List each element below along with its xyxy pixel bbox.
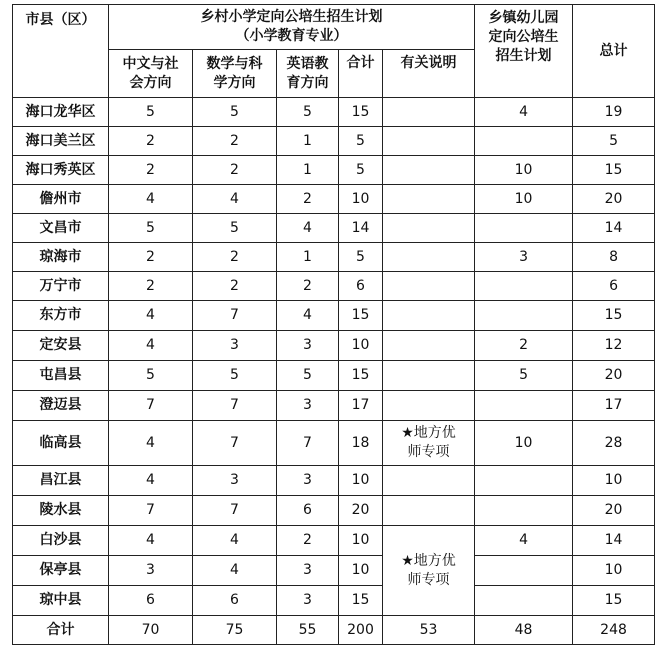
english-cell: 3 (277, 466, 339, 496)
english-cell: 3 (277, 586, 339, 616)
total-cell: 10 (573, 466, 655, 496)
county-cell: 东方市 (13, 301, 109, 331)
english-cell: 1 (277, 127, 339, 156)
note-cell (383, 421, 475, 466)
total-cell: 17 (573, 391, 655, 421)
subtotal-cell: 10 (339, 466, 383, 496)
total-cell: 15 (573, 301, 655, 331)
english-header-line1: 英语教 (286, 55, 329, 72)
subtotal-header (339, 50, 383, 98)
math-cell: 4 (193, 526, 277, 556)
county-cell: 文昌市 (13, 214, 109, 243)
math-cell: 7 (193, 301, 277, 331)
subtotal-cell: 10 (339, 556, 383, 586)
chinese-cell: 4 (109, 301, 193, 331)
subtotal-cell: 20 (339, 496, 383, 526)
kindergarten-cell: 3 (475, 243, 573, 272)
kindergarten-cell: 5 (475, 361, 573, 391)
math-cell: 5 (193, 361, 277, 391)
county-header-label: 市县（区） (25, 12, 96, 28)
chinese-header (109, 50, 193, 98)
totals-row (13, 616, 655, 645)
rural-primary-title: 乡村小学定向公培生招生计划 (200, 9, 383, 25)
subtotal-cell: 17 (339, 391, 383, 421)
kindergarten-cell: 4 (475, 98, 573, 127)
chinese-cell: 5 (109, 361, 193, 391)
kindergarten-cell (475, 586, 573, 616)
county-header (13, 5, 109, 98)
kindergarten-cell (475, 391, 573, 421)
totals-note: 53 (383, 616, 475, 645)
chinese-cell: 2 (109, 127, 193, 156)
chinese-header-line2: 会方向 (129, 74, 172, 91)
subtotal-cell: 5 (339, 243, 383, 272)
totals-subtotal: 200 (339, 616, 383, 645)
math-cell: 5 (193, 214, 277, 243)
note-cell (383, 156, 475, 185)
table-row (13, 421, 655, 466)
english-cell: 4 (277, 214, 339, 243)
math-cell: 2 (193, 272, 277, 301)
county-cell: 海口龙华区 (13, 98, 109, 127)
subtotal-cell: 15 (339, 361, 383, 391)
kindergarten-cell (475, 214, 573, 243)
math-header (193, 50, 277, 98)
english-header (277, 50, 339, 98)
totals-total: 248 (573, 616, 655, 645)
subtotal-cell: 5 (339, 127, 383, 156)
english-cell: 4 (277, 301, 339, 331)
english-cell: 3 (277, 391, 339, 421)
subtotal-cell: 10 (339, 526, 383, 556)
note-cell (383, 361, 475, 391)
table-row (13, 243, 655, 272)
table-row (13, 361, 655, 391)
chinese-cell: 4 (109, 466, 193, 496)
math-cell: 7 (193, 496, 277, 526)
county-cell: 澄迈县 (13, 391, 109, 421)
math-cell: 2 (193, 156, 277, 185)
kindergarten-header-line1: 乡镇幼儿园 (488, 10, 559, 26)
chinese-cell: 7 (109, 391, 193, 421)
note-cell (383, 331, 475, 361)
math-cell: 7 (193, 391, 277, 421)
kindergarten-cell: 10 (475, 185, 573, 214)
math-cell: 2 (193, 243, 277, 272)
math-header-line2: 学方向 (213, 74, 256, 91)
note-line: ★地方优 (401, 552, 456, 569)
note-cell (383, 98, 475, 127)
math-cell: 4 (193, 556, 277, 586)
subtotal-cell: 15 (339, 586, 383, 616)
county-cell: 海口秀英区 (13, 156, 109, 185)
english-cell: 5 (277, 361, 339, 391)
total-cell: 5 (573, 127, 655, 156)
kindergarten-header-line2: 定向公培生 (488, 29, 559, 45)
table-row (13, 586, 655, 616)
chinese-cell: 4 (109, 331, 193, 361)
table-row (13, 185, 655, 214)
county-cell: 万宁市 (13, 272, 109, 301)
note-cell (383, 185, 475, 214)
county-cell: 白沙县 (13, 526, 109, 556)
kindergarten-cell (475, 556, 573, 586)
subtotal-header-label: 合计 (346, 55, 375, 71)
total-header (573, 5, 655, 98)
total-cell: 20 (573, 185, 655, 214)
kindergarten-header (475, 5, 573, 98)
chinese-cell: 4 (109, 421, 193, 466)
english-cell: 2 (277, 272, 339, 301)
note-cell (383, 272, 475, 301)
county-cell: 临高县 (13, 421, 109, 466)
rural-primary-header (109, 5, 475, 50)
data-rows (13, 98, 655, 616)
subtotal-cell: 10 (339, 331, 383, 361)
english-cell: 2 (277, 185, 339, 214)
subtotal-cell: 5 (339, 156, 383, 185)
total-cell: 15 (573, 156, 655, 185)
table-row (13, 301, 655, 331)
total-cell: 8 (573, 243, 655, 272)
subtotal-cell: 6 (339, 272, 383, 301)
kindergarten-cell (475, 466, 573, 496)
note-cell (383, 214, 475, 243)
chinese-cell: 4 (109, 185, 193, 214)
table-row (13, 556, 655, 586)
math-cell: 5 (193, 98, 277, 127)
math-cell: 4 (193, 185, 277, 214)
chinese-cell: 5 (109, 98, 193, 127)
math-header-line1: 数学与科 (206, 55, 263, 72)
math-cell: 6 (193, 586, 277, 616)
enrollment-plan-table (12, 4, 655, 645)
county-cell: 陵水县 (13, 496, 109, 526)
chinese-header-line1: 中文与社 (122, 55, 179, 72)
total-cell: 12 (573, 331, 655, 361)
total-cell: 14 (573, 214, 655, 243)
english-cell: 3 (277, 331, 339, 361)
note-line: 师专项 (407, 444, 450, 460)
county-cell: 琼中县 (13, 586, 109, 616)
math-cell: 7 (193, 421, 277, 466)
totals-label: 合计 (13, 616, 109, 645)
total-cell: 14 (573, 526, 655, 556)
table-row (13, 272, 655, 301)
subtotal-cell: 10 (339, 185, 383, 214)
english-header-line2: 育方向 (286, 74, 329, 91)
note-cell (383, 391, 475, 421)
note-cell (383, 466, 475, 496)
totals-math: 75 (193, 616, 277, 645)
kindergarten-cell: 4 (475, 526, 573, 556)
county-cell: 昌江县 (13, 466, 109, 496)
totals-chinese: 70 (109, 616, 193, 645)
math-cell: 3 (193, 331, 277, 361)
math-cell: 2 (193, 127, 277, 156)
english-cell: 1 (277, 156, 339, 185)
county-cell: 保亭县 (13, 556, 109, 586)
english-cell: 6 (277, 496, 339, 526)
note-cell (383, 127, 475, 156)
kindergarten-cell: 2 (475, 331, 573, 361)
county-cell: 琼海市 (13, 243, 109, 272)
kindergarten-cell: 10 (475, 421, 573, 466)
total-cell: 10 (573, 556, 655, 586)
subtotal-cell: 15 (339, 98, 383, 127)
kindergarten-header-line3: 招生计划 (495, 48, 552, 64)
kindergarten-cell (475, 272, 573, 301)
total-header-label: 总计 (599, 42, 628, 59)
chinese-cell: 2 (109, 156, 193, 185)
chinese-cell: 2 (109, 243, 193, 272)
table-row (13, 331, 655, 361)
english-cell: 3 (277, 556, 339, 586)
total-cell: 19 (573, 98, 655, 127)
total-cell: 20 (573, 361, 655, 391)
table-row (13, 127, 655, 156)
subtotal-cell: 15 (339, 301, 383, 331)
table-row (13, 526, 655, 556)
totals-english: 55 (277, 616, 339, 645)
note-line: 师专项 (407, 571, 450, 588)
kindergarten-cell (475, 301, 573, 331)
county-cell: 定安县 (13, 331, 109, 361)
english-cell: 1 (277, 243, 339, 272)
county-cell: 儋州市 (13, 185, 109, 214)
english-cell: 7 (277, 421, 339, 466)
english-cell: 2 (277, 526, 339, 556)
header-row-1 (13, 5, 655, 50)
table-row (13, 214, 655, 243)
table-row (13, 496, 655, 526)
total-cell: 6 (573, 272, 655, 301)
subtotal-cell: 14 (339, 214, 383, 243)
table-row (13, 466, 655, 496)
kindergarten-cell (475, 127, 573, 156)
english-cell: 5 (277, 98, 339, 127)
note-cell (383, 243, 475, 272)
total-cell: 20 (573, 496, 655, 526)
table-row (13, 391, 655, 421)
chinese-cell: 5 (109, 214, 193, 243)
county-cell: 海口美兰区 (13, 127, 109, 156)
rural-primary-subtitle: （小学教育专业） (235, 28, 348, 44)
chinese-cell: 6 (109, 586, 193, 616)
total-cell: 28 (573, 421, 655, 466)
totals-kindergarten: 48 (475, 616, 573, 645)
chinese-cell: 3 (109, 556, 193, 586)
total-cell: 15 (573, 586, 655, 616)
note-cell (383, 301, 475, 331)
note-header-label: 有关说明 (400, 55, 457, 71)
kindergarten-cell (475, 496, 573, 526)
kindergarten-cell: 10 (475, 156, 573, 185)
subtotal-cell: 18 (339, 421, 383, 466)
note-line: ★地方优 (401, 425, 456, 441)
math-cell: 3 (193, 466, 277, 496)
note-cell (383, 496, 475, 526)
chinese-cell: 2 (109, 272, 193, 301)
county-cell: 屯昌县 (13, 361, 109, 391)
note-header (383, 50, 475, 98)
chinese-cell: 7 (109, 496, 193, 526)
table-row (13, 98, 655, 127)
chinese-cell: 4 (109, 526, 193, 556)
table-row (13, 156, 655, 185)
note-cell (383, 526, 475, 616)
